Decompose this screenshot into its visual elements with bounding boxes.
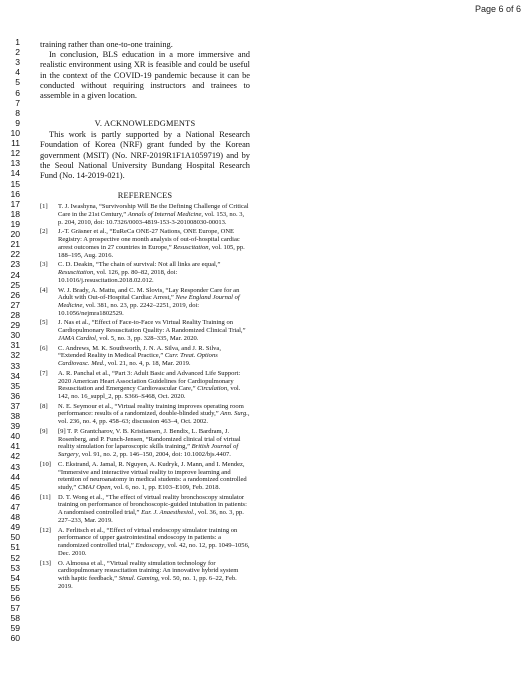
line-number: 4 <box>15 67 20 78</box>
reference-details: , vol. 36, no. 3, pp. 227–233, Mar. 2019. <box>58 509 244 524</box>
reference-journal: Curr. Treat. Options Cardiovasc. Med. <box>58 352 218 368</box>
line-number: 43 <box>10 461 20 472</box>
reference-list <box>40 203 250 590</box>
reference-number: [7] <box>40 369 48 377</box>
reference-journal: New England Journal of Medicine <box>58 294 240 309</box>
reference-number: [6] <box>40 344 48 352</box>
reference-details: , vol. 105, pp. 188–195, Aug. 2016. <box>58 243 245 259</box>
line-number: 7 <box>15 97 20 108</box>
line-number: 38 <box>10 411 20 422</box>
reference-journal: Resuscitation <box>173 243 209 251</box>
reference-text: J.-T. Gräsner et al., “EuReCa ONE-27 Nations, ONE Europe, ONE Registry: A prospective one month analysis of out-of-hospital cardiac arrest outcomes in 27 countries in Europe,” <box>58 228 240 251</box>
reference-number: [3] <box>40 261 48 269</box>
reference-item <box>40 428 250 459</box>
line-number: 31 <box>10 340 20 351</box>
reference-text: C. D. Deakin, “The chain of survival: Not all links are equal,” <box>58 261 221 269</box>
reference-details: , vol. 91, no. 2, pp. 146–150, 2004, doi: 10.1002/bjs.4407. <box>78 451 231 459</box>
reference-text: O. Almousa et al., “Virtual reality simulation technology for cardiopulmonary resuscitation training: An innovative hybrid system with haptic feedback,” <box>58 559 239 582</box>
reference-item <box>40 494 250 525</box>
reference-number: [9] <box>40 427 48 435</box>
line-number: 25 <box>10 279 20 290</box>
line-number: 44 <box>10 471 20 482</box>
reference-number: [1] <box>40 203 48 211</box>
line-number: 34 <box>10 370 20 381</box>
line-number: 39 <box>10 421 20 432</box>
reference-number: [8] <box>40 402 48 410</box>
line-number: 5 <box>15 77 20 88</box>
line-number: 60 <box>10 633 20 644</box>
reference-journal: Resuscitation <box>58 269 94 277</box>
line-number: 55 <box>10 582 20 593</box>
line-number: 52 <box>10 552 20 563</box>
line-number: 37 <box>10 400 20 411</box>
reference-text: N. E. Seymour et al., “Virtual reality training improves operating room performance: results of a randomized, double-blinded study,” <box>58 402 244 418</box>
reference-number: [2] <box>40 228 48 236</box>
line-number: 49 <box>10 522 20 533</box>
line-number: 15 <box>10 178 20 189</box>
paragraph-training-conclusion-end: training rather than one-to-one training. <box>40 40 173 49</box>
reference-journal: Simul. Gaming <box>118 575 159 582</box>
reference-text: J. Nas et al., “Effect of Face-to-Face vs Virtual Reality Training on Cardiopulmonary Resuscitation Quality: A Randomized Clinical Trial,” <box>58 319 246 335</box>
line-number: 21 <box>10 239 20 250</box>
reference-text: [9] T. P. Grantcharov, V. B. Kristiansen, J. Bendix, L. Bardram, J. Rosenberg, and P. Funch-Jensen, “Randomized clinical trial of virtual reality simulation for laparoscopic skills training,” <box>58 427 241 451</box>
reference-number: [5] <box>40 319 48 327</box>
line-number: 32 <box>10 350 20 361</box>
reference-text: A. Ferlitsch et al., “Effect of virtual endoscopy simulator training on performance of upper gastrointestinal endoscopy in patients: a randomized controlled trial,” <box>58 526 238 550</box>
line-number: 14 <box>10 168 20 179</box>
reference-number: [11] <box>40 493 51 501</box>
reference-item <box>40 461 250 492</box>
reference-details: , vol. 50, no. 1, pp. 6–22, Feb. 2019. <box>58 575 237 590</box>
line-number: 54 <box>10 572 20 583</box>
line-number: 16 <box>10 188 20 199</box>
reference-journal: JAMA Cardiol <box>58 334 97 342</box>
page-number-label: Page 6 of 6 <box>474 4 521 14</box>
line-number: 47 <box>10 502 20 513</box>
reference-number: [13] <box>40 559 51 567</box>
reference-text: C. Ekstrand, A. Jamal, R. Nguyen, A. Kudryk, J. Mann, and I. Mendez, “Immersive and interactive virtual reality to improve learning and retention of neuroanatomy in medical students: a randomized controlled study,” <box>58 460 247 491</box>
line-number: 3 <box>15 57 20 68</box>
paragraph-conclusion: In conclusion, BLS education in a more immersive and realistic environment using XR is feasible and could be useful in the context of the COVID-19 pandemic because it can be conducted without requiring instructors and trainees to assemble in a given location. <box>40 50 250 101</box>
reference-item <box>40 345 250 368</box>
reference-details: , vol. 381, no. 23, pp. 2242–2251, 2019, doi: 10.1056/nejmra1802529. <box>58 301 200 317</box>
reference-details: , vol. 5, no. 3, pp. 328–335, Mar. 2020. <box>96 334 199 342</box>
line-number: 51 <box>10 542 20 553</box>
line-number: 33 <box>10 360 20 371</box>
reference-number: [4] <box>40 286 48 294</box>
line-number: 20 <box>10 229 20 240</box>
line-number: 10 <box>10 127 20 138</box>
reference-item <box>40 370 250 401</box>
reference-journal: Ann. Surg. <box>220 410 248 418</box>
line-number: 2 <box>15 47 20 58</box>
line-number: 26 <box>10 289 20 300</box>
line-number: 24 <box>10 269 20 280</box>
reference-item <box>40 319 250 342</box>
line-number: 6 <box>15 87 20 98</box>
line-number: 45 <box>10 481 20 492</box>
reference-text: W. J. Brady, A. Mattu, and C. M. Slovis, “Lay Responder Care for an Adult with Out-of-Hospital Cardiac Arrest,” <box>58 286 240 302</box>
line-number: 40 <box>10 431 20 442</box>
line-number: 8 <box>15 107 20 118</box>
reference-journal: Endoscopy <box>135 542 165 550</box>
reference-details: , vol. 21, no. 4, p. 18, Mar. 2019. <box>104 360 191 368</box>
line-number: 23 <box>10 259 20 270</box>
reference-details: , vol. 126, pp. 80–82, 2018, doi: 10.1016/j.resuscitation.2018.02.012. <box>58 269 178 284</box>
line-number: 56 <box>10 593 20 604</box>
reference-text: T. J. Iwashyna, “Survivorship Will Be the Defining Challenge of Critical Care in the 21st Century,” <box>58 203 249 218</box>
references-heading: REFERENCES <box>117 191 173 201</box>
reference-journal: CMAJ Open <box>77 483 111 491</box>
text-column <box>40 40 250 593</box>
line-number-column <box>4 37 20 644</box>
line-number: 11 <box>11 138 20 149</box>
line-number: 48 <box>10 512 20 523</box>
line-number: 29 <box>10 320 20 331</box>
line-number: 19 <box>10 218 20 229</box>
line-number: 36 <box>10 390 20 401</box>
reference-item <box>40 228 250 259</box>
reference-number: [10] <box>40 460 51 468</box>
line-number: 1 <box>15 37 20 47</box>
reference-journal: Annals of Internal Medicine <box>127 210 202 218</box>
line-number: 28 <box>10 309 20 320</box>
reference-item <box>40 560 250 591</box>
acknowledgments-heading: V. ACKNOWLEDGMENTS <box>94 119 196 129</box>
reference-text: C. Andrews, M. K. Southworth, J. N. A. Silva, and J. R. Silva, “Extended Reality in Medical Practice,” <box>58 344 221 360</box>
reference-details: , vol. 42, no. 12, pp. 1049–1056, Dec. 2010. <box>58 542 250 557</box>
reference-details: , vol. 236, no. 4, pp. 458–63; discussion 463–4, Oct. 2002. <box>58 410 250 426</box>
reference-item <box>40 527 250 558</box>
line-number: 57 <box>10 603 20 614</box>
line-number: 12 <box>10 148 20 159</box>
reference-number: [12] <box>40 526 51 534</box>
line-number: 53 <box>10 562 20 573</box>
line-number: 9 <box>15 117 20 128</box>
line-number: 46 <box>10 491 20 502</box>
line-number: 17 <box>10 198 20 209</box>
line-number: 13 <box>10 158 20 169</box>
reference-details: , vol. 153, no. 3, p. 204, 2010, doi: 10.7326/0003-4819-153-3-201008030-00013. <box>58 210 245 226</box>
line-number: 22 <box>10 249 20 260</box>
line-number: 18 <box>10 208 20 219</box>
reference-details: , vol. 6, no. 1, pp. E103–E109, Feb. 2018. <box>110 483 221 491</box>
acknowledgments-text: This work is partly supported by a National Research Foundation of Korea (NRF) grant funded by the Korean government (MSIT) (No. NRF-2019R1F1A1059719) and by the Seoul National University Bundang Hospital Research Fund (No. 14-2019-021). <box>40 130 250 181</box>
reference-item <box>40 261 250 284</box>
line-number: 35 <box>10 380 20 391</box>
line-number: 42 <box>10 451 20 462</box>
reference-item <box>40 403 250 426</box>
line-number: 27 <box>10 299 20 310</box>
reference-item <box>40 287 250 318</box>
line-number: 58 <box>10 613 20 624</box>
line-number: 50 <box>10 532 20 543</box>
line-number: 30 <box>10 330 20 341</box>
reference-journal: Eur. J. Anaesthesiol. <box>141 509 195 517</box>
reference-journal: British Journal of Surgery <box>58 443 239 459</box>
reference-details: , vol. 142, no. 16_suppl_2, pp. S366–S468, Oct. 2020. <box>58 385 241 400</box>
reference-journal: Circulation <box>197 385 228 393</box>
reference-item <box>40 203 250 226</box>
line-number: 41 <box>10 441 20 452</box>
reference-text: A. R. Panchal et al., “Part 3: Adult Basic and Advanced Life Support: 2020 American Heart Association Guidelines for Cardiopulmonary Resuscitation and Emergency Cardiovascular Care,” <box>58 369 241 393</box>
reference-text: D. T. Wong et al., “The effect of virtual reality bronchoscopy simulator training on performance of bronchoscopic-guided intubation in patients: A randomised controlled trial,” <box>58 493 247 517</box>
line-number: 59 <box>10 623 20 634</box>
